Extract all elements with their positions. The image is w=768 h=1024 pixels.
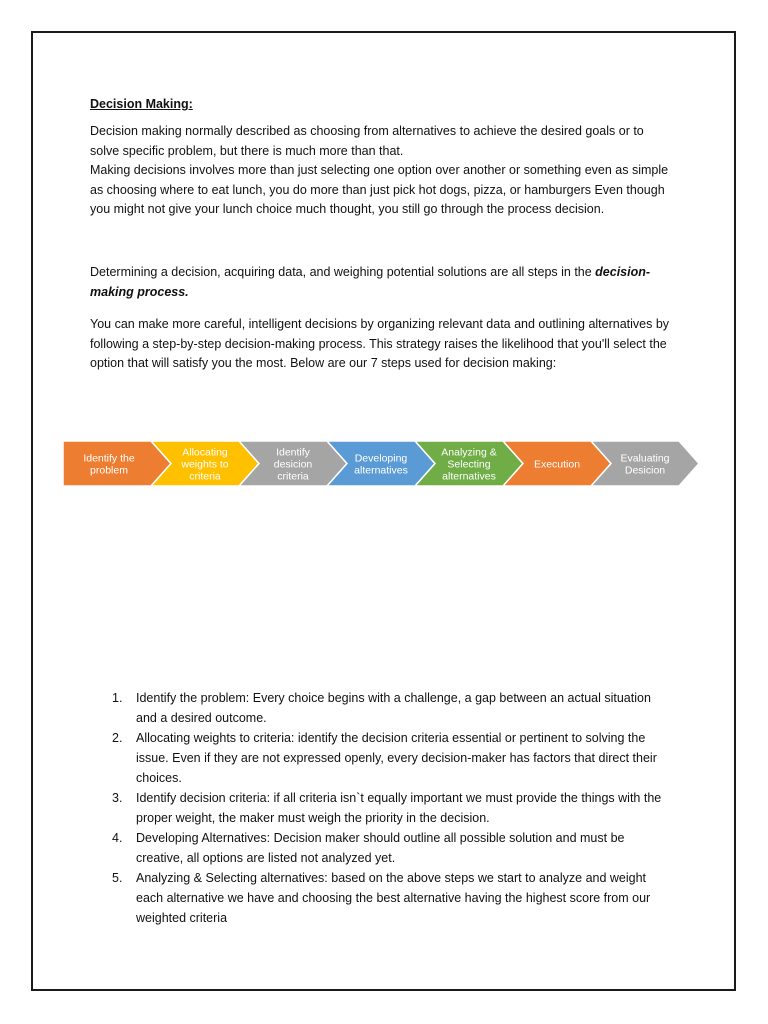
- intro-line-1: Decision making normally described as choosing from alternatives to achieve the desired goals or to solve specific problem, but there is much more than that.: [90, 124, 644, 158]
- list-item-number: 4.: [112, 831, 123, 845]
- list-item-text: Allocating weights to criteria: identify the decision criteria essential or pertinent to solving the issue. Even if they are not expressed openly, every decision-maker has factors that direct their choices.: [136, 731, 657, 785]
- flow-step-label: alternatives: [442, 470, 496, 483]
- list-item: [90, 788, 670, 828]
- strategy-paragraph: You can make more careful, intelligent decisions by organizing relevant data and outlining alternatives by following a step-by-step decision-making process. This strategy raises the likelihood that you'll select the option that will satisfy you the most. Below are our 7 steps used for decision making:: [90, 317, 670, 370]
- intro-paragraph: [90, 122, 670, 220]
- list-item-number: 5.: [112, 871, 123, 885]
- flow-step-label: Developing: [354, 452, 408, 465]
- flow-step-label: Execution: [533, 458, 581, 471]
- list-item-text: Identify the problem: Every choice begins with a challenge, a gap between an actual situation and a desired outcome.: [136, 691, 651, 725]
- list-item-text: Identify decision criteria: if all criteria isn`t equally important we must provide the things with the proper weight, the maker must weigh the priority in the decision.: [136, 791, 662, 825]
- list-item: [90, 868, 670, 928]
- list-item: [90, 688, 670, 728]
- process-paragraph: [90, 263, 670, 302]
- flow-step-label: Identify: [276, 446, 310, 459]
- intro-line-2: Making decisions involves more than just selecting one option over another or something even as simple as choosing where to eat lunch, you do more than just pick hot dogs, pizza, or hamburgers Even though you might not give your lunch choice much thought, you still go through the process decision.: [90, 163, 669, 216]
- process-flow-svg: [63, 441, 703, 486]
- process-emphasis: decision-making process.: [90, 265, 651, 299]
- flow-step-label: Analyzing &: [441, 446, 497, 459]
- list-item: [90, 828, 670, 868]
- list-item-number: 3.: [112, 791, 123, 805]
- flow-step-label: Selecting: [447, 458, 491, 471]
- list-item-text: Developing Alternatives: Decision maker should outline all possible solution and must be creative, all options are listed not analyzed yet.: [136, 831, 625, 865]
- list-item-number: 2.: [112, 731, 123, 745]
- process-text: Determining a decision, acquiring data, and weighing potential solutions are all steps in the: [90, 265, 596, 279]
- flow-step-label: desicion: [273, 458, 313, 471]
- section-heading: Decision Making:: [90, 97, 193, 111]
- flow-step-label: weights to: [181, 458, 229, 471]
- flow-step-label: Evaluating: [620, 452, 670, 465]
- flow-step-label: alternatives: [354, 464, 408, 477]
- flow-step-label: Allocating: [182, 446, 228, 459]
- flow-step-label: criteria: [277, 470, 309, 483]
- flow-step-label: Desicion: [624, 464, 666, 477]
- list-item-number: 1.: [112, 691, 123, 705]
- list-item: [90, 728, 670, 788]
- flow-step-label: Identify the: [83, 452, 135, 465]
- numbered-steps-list: [90, 688, 670, 928]
- flow-step-label: problem: [90, 464, 128, 477]
- flow-step-1: [63, 441, 171, 486]
- process-flow-diagram: [63, 441, 703, 486]
- list-item-text: Analyzing & Selecting alternatives: based on the above steps we start to analyze and weight each alternative we have and choosing the best alternative having the highest score from our weighted criteria: [136, 871, 651, 925]
- flow-step-label: criteria: [189, 470, 221, 483]
